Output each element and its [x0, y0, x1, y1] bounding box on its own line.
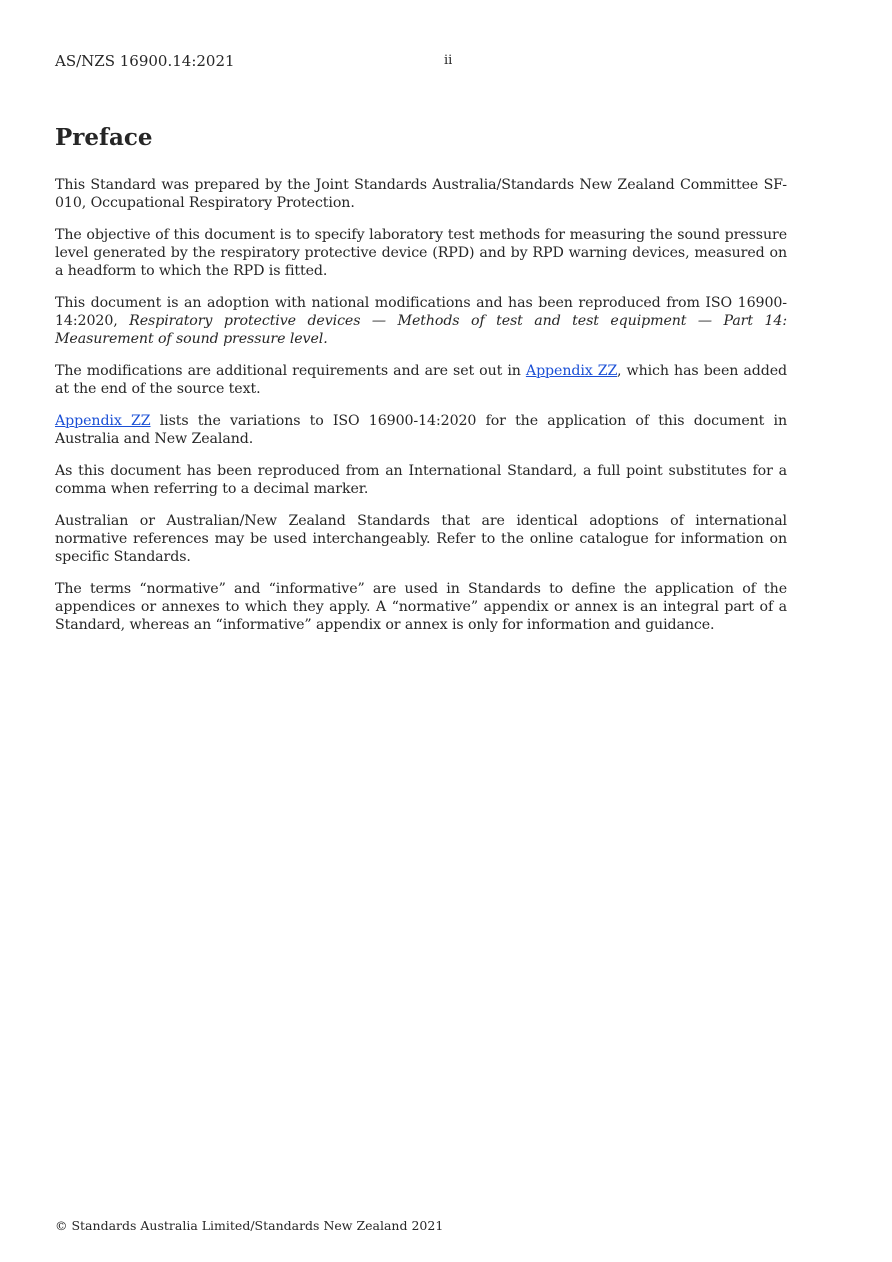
appendix-zz-link[interactable]: Appendix ZZ — [525, 363, 618, 379]
paragraph-modifications — [55, 362, 787, 398]
paragraph-normative-informative: The terms “normative” and “informative” are used in Standards to define the application of the appendices or annexes to which they apply. A “normative” appendix or annex is an integral part of a Standard, whereas an “informative” appendix or annex is only for information and guidance. — [55, 581, 787, 633]
paragraph-variations — [55, 412, 787, 448]
variations-text: lists the variations to ISO 16900-14:2020 for the application of this document in Australia and New Zealand. — [55, 413, 787, 447]
paragraph-adoption — [55, 294, 787, 348]
paragraph-decimal-marker: As this document has been reproduced from an International Standard, a full point substitutes for a comma when referring to a decimal marker. — [55, 463, 787, 497]
adoption-text: This document is an adoption with national modifications and has been reproduced from ISO 16900-14:2020, — [55, 295, 787, 329]
modifications-text: The modifications are additional requirements and are set out in — [55, 363, 526, 379]
paragraph-objective: The objective of this document is to specify laboratory test methods for measuring the sound pressure level generated by the respiratory protective device (RPD) and by RPD warning devices, measured on a headform to which the RPD is fitted. — [55, 227, 787, 279]
appendix-zz-link[interactable]: Appendix ZZ — [55, 413, 151, 429]
paragraph-committee: This Standard was prepared by the Joint Standards Australia/Standards New Zealand Committee SF-010, Occupational Respiratory Protection. — [55, 177, 787, 211]
modifications-text-end: , which has been added at the end of the source text. — [55, 363, 787, 397]
preface-body — [55, 176, 787, 648]
copyright-footer: © Standards Australia Limited/Standards New Zealand 2021 — [55, 1218, 444, 1233]
paragraph-normative-references: Australian or Australian/New Zealand Standards that are identical adoptions of international normative references may be used interchangeably. Refer to the online catalogue for information on specific Standards. — [55, 513, 787, 565]
source-standard-title: Respiratory protective devices — Methods of test and test equipment — Part 14: Measurement of sound pressure level. — [55, 313, 788, 347]
page-number: ii — [444, 53, 453, 68]
page-title: Preface — [55, 124, 153, 151]
standard-code: AS/NZS 16900.14:2021 — [55, 52, 235, 70]
